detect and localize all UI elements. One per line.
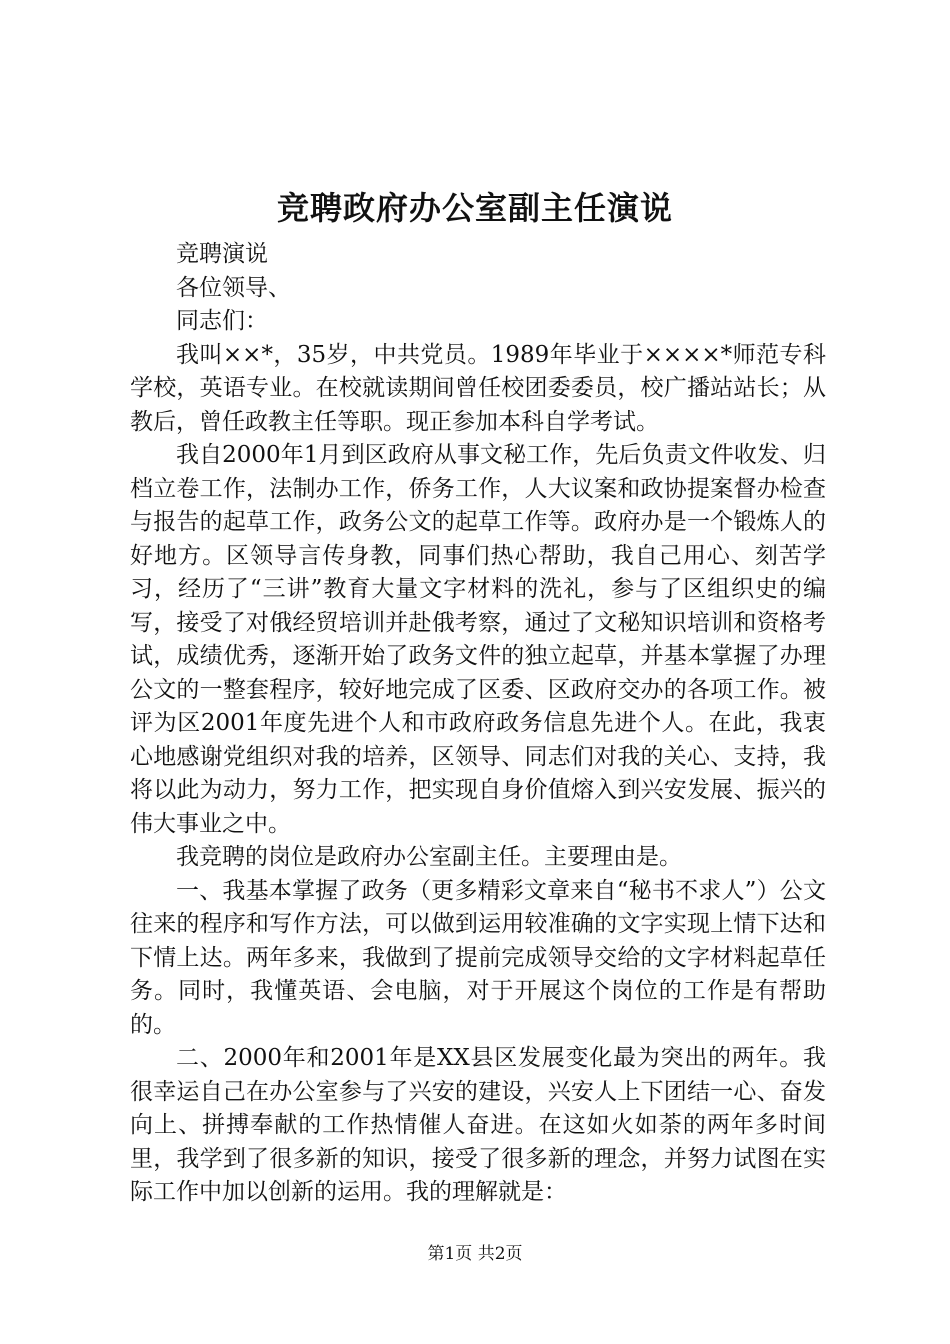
paragraph-salutation-1: 各位领导、 xyxy=(176,274,291,301)
paragraph-position: 我竞聘的岗位是政府办公室副主任。主要理由是。 xyxy=(176,844,682,870)
paragraph-heading: 竞聘演说 xyxy=(176,241,268,267)
paragraph-reason-1: 一、我基本掌握了政务（更多精彩文章来自“秘书不求人”）公文往来的程序和写作方法，可以做到运用较准确的文字实现上情下达和下情上达。两年多来，我做到了提前完成领导交给的文字材料起草任务。同时，我懂英语、会电脑，对于开展这个岗位的工作是有帮助的。 xyxy=(130,877,826,1038)
paragraph-introduction: 我叫××*，35岁，中共党员。1989年毕业于××××*师范专科学校，英语专业。在校就读期间曾任校团委委员，校广播站站长；从教后，曾任政教主任等职。现正参加本科自学考试。 xyxy=(130,341,826,435)
document-body xyxy=(130,238,826,1210)
paragraph-reason-2: 二、2000年和2001年是XX县区发展变化最为突出的两年。我很幸运自己在办公室参与了兴安的建设，兴安人上下团结一心、奋发向上、拼搏奉献的工作热情催人奋进。在这如火如荼的两年多时间里，我学到了很多新的知识，接受了很多新的理念，并努力试图在实际工作中加以创新的运用。我的理解就是： xyxy=(130,1045,826,1205)
paragraph-salutation-2: 同志们： xyxy=(176,308,268,334)
document-title: 竞聘政府办公室副主任演说 xyxy=(276,189,673,227)
page-number: 第1页 共2页 xyxy=(427,1244,523,1264)
paragraph-work-experience: 我自2000年1月到区政府从事文秘工作，先后负责文件收发、归档立卷工作，法制办工作，侨务工作，人大议案和政协提案督办检查与报告的起草工作，政务公文的起草工作等。政府办是一个锻炼人的好地方。区领导言传身教，同事们热心帮助，我自己用心、刻苦学习，经历了“三讲”教育大量文字材料的洗礼，参与了区组织史的编写，接受了对俄经贸培训并赴俄考察，通过了文秘知识培训和资格考试，成绩优秀，逐渐开始了政务文件的独立起草，并基本掌握了办理公文的一整套程序，较好地完成了区委、区政府交办的各项工作。被评为区2001年度先进个人和市政府政务信息先进个人。在此，我衷心地感谢党组织对我的培养，区领导、同志们对我的关心、支持，我将以此为动力，努力工作，把实现自身价值熔入到兴安发展、振兴的伟大事业之中。 xyxy=(130,442,826,837)
